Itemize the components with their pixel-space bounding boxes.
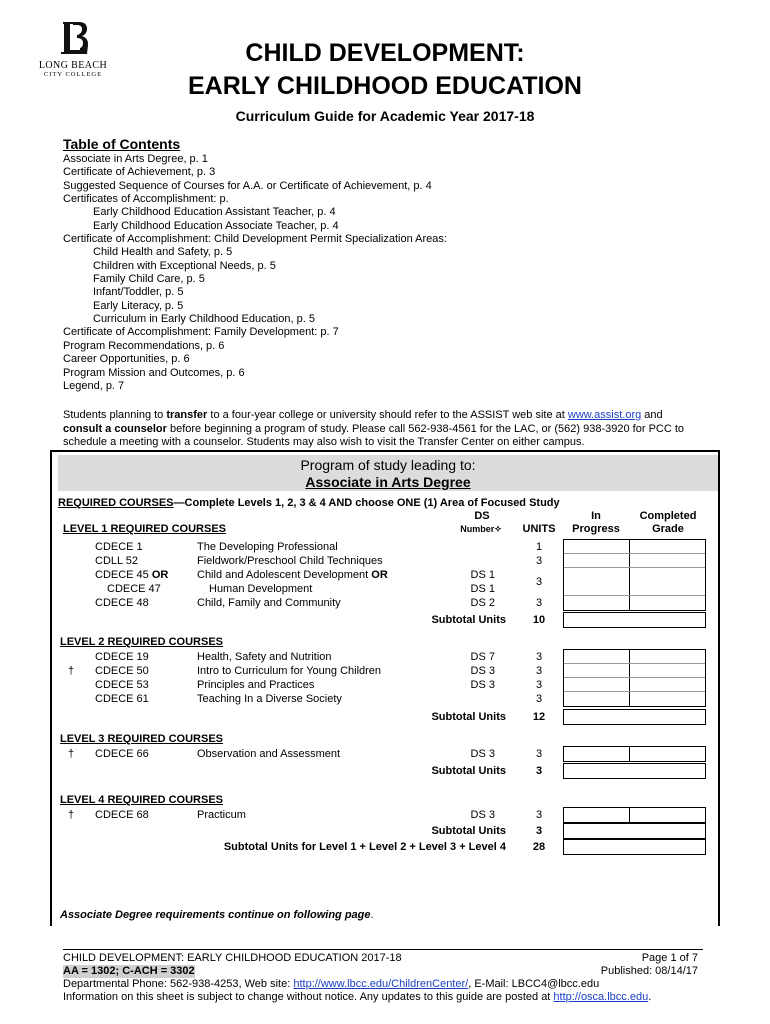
level2-heading: LEVEL 2 REQUIRED COURSES: [60, 636, 223, 648]
table-of-contents: [63, 153, 723, 393]
course-ds: DS 3: [470, 748, 495, 760]
subtotal-label: Subtotal Units: [431, 825, 506, 837]
required-courses-text: —Complete Levels 1, 2, 3 & 4 AND choose ONE (1) Area of Focused Study: [173, 497, 560, 509]
course-units: 3: [535, 809, 543, 821]
lb-monogram-icon: [53, 18, 93, 58]
subtotal-units: 3: [535, 765, 543, 777]
level1-heading: LEVEL 1 REQUIRED COURSES: [63, 523, 226, 535]
transfer-note: [63, 409, 718, 450]
course-code: CDECE 53: [95, 679, 149, 691]
course-code: CDLL 52: [95, 555, 139, 567]
continue-note: Associate Degree requirements continue on following page.: [60, 909, 374, 921]
course-name: [197, 569, 388, 582]
course-code: CDECE 48: [95, 597, 149, 609]
subtotal-units: 10: [532, 614, 546, 626]
logo-sub: CITY COLLEGE: [43, 71, 103, 78]
footer-text: , E-Mail: LBCC4@lbcc.edu: [468, 978, 600, 990]
grid-row[interactable]: [564, 650, 705, 664]
program-header: [58, 455, 718, 491]
footer-codes: AA = 1302; C-ACH = 3302: [63, 965, 195, 977]
grand-total-box: [563, 839, 706, 855]
toc-item: Family Child Care, p. 5: [93, 273, 205, 286]
grid-row[interactable]: [564, 664, 705, 678]
course-code: CDECE 68: [95, 809, 149, 821]
level2-grade-grid: [563, 649, 706, 707]
course-units: 3: [535, 555, 543, 567]
dagger-mark: †: [68, 748, 75, 760]
grid-row[interactable]: [564, 540, 705, 554]
toc-heading: Table of Contents: [63, 136, 181, 152]
or-label: OR: [371, 569, 388, 581]
course-code: CDECE 50: [95, 665, 149, 677]
subtotal-box: [563, 612, 706, 628]
required-courses-label: REQUIRED COURSES: [58, 497, 174, 509]
osca-link[interactable]: http://osca.lbcc.edu: [553, 991, 649, 1003]
grid-row[interactable]: [564, 678, 705, 692]
course-units: 3: [535, 693, 543, 705]
course-name: Health, Safety and Nutrition: [197, 651, 332, 663]
program-header-line1: Program of study leading to:: [300, 457, 476, 473]
toc-item: Certificate of Accomplishment: Family Development: p. 7: [63, 326, 339, 339]
course-name: Intro to Curriculum for Young Children: [197, 665, 382, 677]
col-ds: DS: [474, 510, 490, 522]
col-units: UNITS: [522, 523, 556, 535]
subtotal-units: 12: [532, 711, 546, 723]
footer-period: .: [648, 991, 652, 1003]
toc-item: Early Childhood Education Associate Teacher, p. 4: [93, 219, 339, 232]
footer-text: Information on this sheet is subject to change without notice. Any updates to this guide are posted at: [63, 991, 554, 1003]
grid-divider: [629, 808, 630, 822]
subtotal-label: Subtotal Units: [431, 711, 506, 723]
transfer-text: and: [641, 409, 663, 421]
footer-divider: [63, 949, 703, 950]
toc-item: Program Mission and Outcomes, p. 6: [63, 366, 245, 379]
course-units: 3: [535, 651, 543, 663]
footer-contact: [63, 978, 599, 991]
col-number: Number✧: [460, 524, 502, 534]
transfer-text: schedule a meeting with a counselor. Students may also wish to visit the Transfer Center on either campus.: [63, 436, 585, 449]
course-code: CDECE 61: [95, 693, 149, 705]
col-completed: Completed: [639, 510, 697, 522]
grand-total-label: Subtotal Units for Level 1 + Level 2 + Level 3 + Level 4: [223, 841, 506, 853]
col-progress: Progress: [572, 523, 620, 535]
assist-link[interactable]: www.assist.org: [567, 409, 642, 421]
grand-total-units: 28: [532, 841, 546, 853]
toc-item: Child Health and Safety, p. 5: [93, 246, 233, 259]
transfer-bold: transfer: [166, 409, 208, 421]
course-code: CDECE 19: [95, 651, 149, 663]
level3-heading: LEVEL 3 REQUIRED COURSES: [60, 733, 223, 745]
grid-divider: [629, 747, 630, 761]
toc-item: Certificate of Accomplishment: Child Development Permit Specialization Areas:: [63, 233, 447, 246]
level4-grade-grid[interactable]: [563, 807, 706, 823]
required-courses-note: [58, 497, 560, 510]
course-name: Human Development: [209, 583, 313, 595]
toc-item: Associate in Arts Degree, p. 1: [63, 153, 208, 165]
subtotal-box: [563, 823, 706, 839]
toc-item: Career Opportunities, p. 6: [63, 353, 190, 366]
transfer-text: before beginning a program of study. Please call 562-938-4561 for the LAC, or (562) 938-3920 for PCC to: [166, 422, 685, 435]
toc-item: Program Recommendations, p. 6: [63, 339, 225, 352]
page-title-line2: EARLY CHILDHOOD EDUCATION: [187, 72, 582, 100]
course-ds: DS 3: [470, 679, 495, 691]
toc-item: Curriculum in Early Childhood Education, p. 5: [93, 313, 315, 326]
continue-text: Associate Degree requirements continue on following page: [60, 909, 371, 921]
course-ds: DS 1: [470, 583, 495, 595]
footer-program: CHILD DEVELOPMENT: EARLY CHILDHOOD EDUCATION 2017-18: [63, 952, 402, 964]
course-ds: DS 2: [470, 597, 495, 609]
subtotal-box: [563, 709, 706, 725]
logo-name: LONG BEACH: [38, 60, 108, 71]
toc-item: Infant/Toddler, p. 5: [93, 286, 184, 299]
toc-item: Certificate of Achievement, p. 3: [63, 166, 216, 179]
college-logo: [28, 18, 118, 90]
course-code: CDECE 47: [107, 583, 161, 595]
course-name: The Developing Professional: [197, 541, 338, 553]
subtotal-box: [563, 763, 706, 779]
transfer-bold: consult a counselor: [63, 422, 167, 435]
toc-item: Children with Exceptional Needs, p. 5: [93, 259, 276, 272]
subtotal-units: 3: [535, 825, 543, 837]
footer-text: Departmental Phone: 562-938-4253, Web site:: [63, 978, 294, 990]
col-grade: Grade: [652, 523, 684, 535]
course-name: Child, Family and Community: [197, 597, 341, 609]
course-units: 3: [535, 665, 543, 677]
course-units: 3: [535, 748, 543, 760]
toc-item: Early Literacy, p. 5: [93, 299, 184, 312]
dagger-mark: †: [68, 809, 75, 821]
toc-item: Certificates of Accomplishment: p.: [63, 193, 229, 206]
course-units: 3: [535, 679, 543, 691]
subtotal-label: Subtotal Units: [431, 614, 506, 626]
page-subtitle: Curriculum Guide for Academic Year 2017-18: [235, 108, 535, 124]
course-name: Fieldwork/Preschool Child Techniques: [197, 555, 383, 567]
course-ds: DS 3: [470, 665, 495, 677]
course-ds: DS 3: [470, 809, 495, 821]
course-units: 1: [535, 541, 543, 553]
course-name: Principles and Practices: [197, 679, 315, 691]
course-code: CDECE 1: [95, 541, 143, 553]
course-ds: DS 1: [470, 569, 495, 581]
toc-item: Legend, p. 7: [63, 379, 125, 392]
course-units: 3: [535, 576, 543, 588]
course-units: 3: [535, 597, 543, 609]
course-name: Practicum: [197, 809, 246, 821]
level3-grade-grid[interactable]: [563, 746, 706, 762]
footer-page: Page 1 of 7: [641, 952, 698, 964]
course-name: Teaching In a Diverse Society: [197, 693, 342, 705]
dagger-mark: †: [68, 665, 75, 677]
footer-updates: [63, 991, 651, 1004]
page-title-line1: CHILD DEVELOPMENT:: [245, 39, 525, 67]
course-code-text: CDECE 45: [95, 569, 152, 581]
transfer-text: to a four-year college or university should refer to the ASSIST web site at: [207, 409, 568, 421]
transfer-text: Students planning to: [63, 409, 167, 421]
course-name-text: Child and Adolescent Development: [197, 569, 372, 581]
course-ds: DS 7: [470, 651, 495, 663]
level4-heading: LEVEL 4 REQUIRED COURSES: [60, 794, 223, 806]
course-code: CDECE 66: [95, 748, 149, 760]
footer-published: Published: 08/14/17: [600, 965, 698, 977]
grid-row[interactable]: [564, 554, 705, 568]
grid-row[interactable]: [564, 568, 705, 596]
course-name: Observation and Assessment: [197, 748, 341, 760]
program-header-line2: Associate in Arts Degree: [305, 474, 471, 490]
level1-grade-grid: [563, 539, 706, 611]
toc-item: Suggested Sequence of Courses for A.A. or Certificate of Achievement, p. 4: [63, 179, 432, 192]
children-center-link[interactable]: http://www.lbcc.edu/ChildrenCenter/: [293, 978, 469, 990]
col-in: In: [591, 510, 601, 522]
or-label: OR: [151, 569, 169, 581]
toc-item: Early Childhood Education Assistant Teacher, p. 4: [93, 206, 336, 219]
subtotal-label: Subtotal Units: [431, 765, 506, 777]
course-code: [95, 569, 168, 582]
